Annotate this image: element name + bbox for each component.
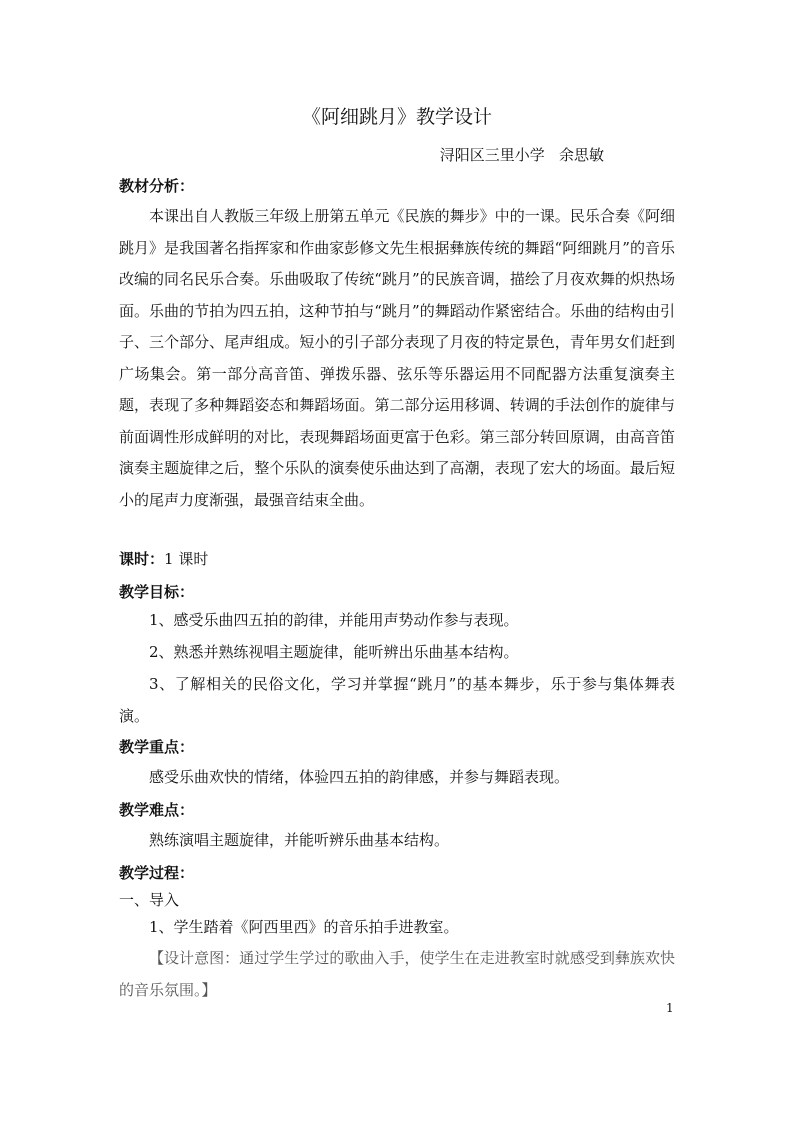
goals-heading: 教学目标： [119,583,195,601]
process-heading: 教学过程： [119,864,195,882]
page-number: 1 [666,1001,674,1015]
design-intent: 【设计意图：通过学生学过的歌曲入手，使学生在走进教室时就感受到彝族欢快的音乐氛围。】 [119,949,675,999]
difficulty-text: 熟练演唱主题旋律，并能听辨乐曲基本结构。 [149,831,450,849]
analysis-heading: 教材分析： [119,177,195,195]
period-line [119,544,675,576]
process-intro: 一、导入 [119,891,180,909]
goal-item-1: 1、感受乐曲四五拍的韵律，并能用声势动作参与表现。 [149,611,519,629]
difficulty-heading: 教学难点： [119,801,195,819]
goal-item-3: 3、了解相关的民俗文化，学习并掌握“跳月”的基本舞步，乐于参与集体舞表演。 [119,675,675,725]
key-points-text: 感受乐曲欢快的情绪，体验四五拍的韵律感，并参与舞蹈表现。 [149,768,570,786]
key-points-heading: 教学重点： [119,738,195,756]
document-title: 《阿细跳月》教学设计 [301,106,492,128]
period-value: 1 课时 [164,550,209,568]
author-line: 浔阳区三里小学 余思敏 [439,146,604,164]
period-heading: 课时： [119,550,165,568]
goal-item-2: 2、熟悉并熟练视唱主题旋律，能听辨出乐曲基本结构。 [149,643,519,661]
analysis-paragraph: 本课出自人教版三年级上册第五单元《民族的舞步》中的一课。民乐合奏《阿细跳月》是我国著名指挥家和作曲家彭修文先生根据彝族传统的舞蹈“阿细跳月”的音乐改编的同名民乐合奏。乐曲吸取了传统“跳月”的民族音调，描绘了月夜欢舞的炽热场面。乐曲的节拍为四五拍，这种节拍与“跳月”的舞蹈动作紧密结合。乐曲的结构由引子、三个部分、尾声组成。短小的引子部分表现了月夜的特定景色，青年男女们赶到广场集会。第一部分高音笛、弹拨乐器、弦乐等乐器运用不同配器方法重复演奏主题，表现了多种舞蹈姿态和舞蹈场面。第二部分运用移调、转调的手法创作的旋律与前面调性形成鲜明的对比，表现舞蹈场面更富于色彩。第三部分转回原调，由高音笛演奏主题旋律之后，整个乐队的演奏使乐曲达到了高潮，表现了宏大的场面。最后短小的尾声力度渐强，最强音结束全曲。 [119,207,675,509]
process-step-1: 1、学生踏着《阿西里西》的音乐拍手进教室。 [149,918,459,936]
